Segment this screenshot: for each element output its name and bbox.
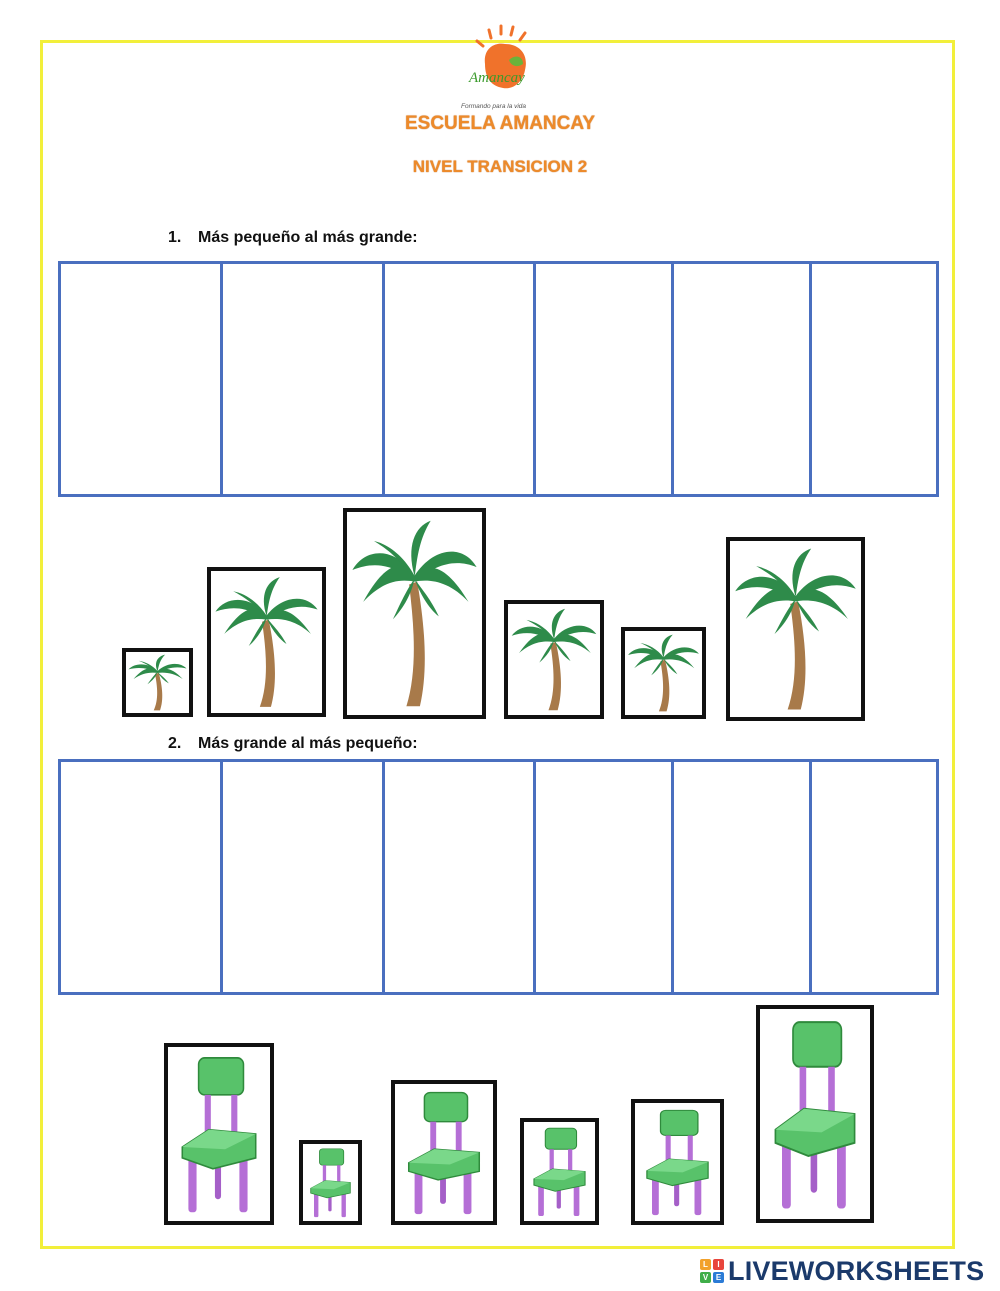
- chair-icon: [395, 1084, 493, 1221]
- drop-slot-2[interactable]: [223, 762, 385, 992]
- drop-slot-1[interactable]: [61, 264, 223, 494]
- drop-slot-4[interactable]: [536, 762, 674, 992]
- chair-icon: [524, 1122, 595, 1221]
- brand-text: LIVEWORKSHEETS: [728, 1255, 985, 1286]
- drop-slot-6[interactable]: [812, 264, 936, 494]
- palm-tree-card-2[interactable]: [207, 567, 326, 717]
- question-1-text: Más pequeño al más grande:: [198, 229, 418, 246]
- drop-slot-3[interactable]: [385, 264, 536, 494]
- question-1-number: 1.: [168, 229, 182, 246]
- drop-slot-5[interactable]: [674, 264, 812, 494]
- brand-blocks-icon: [700, 1259, 724, 1283]
- chair-card-4[interactable]: [520, 1118, 599, 1225]
- palm-tree-icon: [730, 541, 861, 717]
- brand-block-l: L: [700, 1259, 711, 1270]
- school-name: ESCUELA AMANCAY: [404, 113, 596, 134]
- chair-icon: [303, 1144, 358, 1221]
- palm-tree-icon: [347, 512, 482, 715]
- chair-card-3[interactable]: [391, 1080, 497, 1225]
- palm-tree-icon: [211, 571, 322, 713]
- brand-block-v: V: [700, 1272, 711, 1283]
- palm-tree-icon: [625, 631, 702, 715]
- drop-slot-3[interactable]: [385, 762, 536, 992]
- chair-card-6[interactable]: [756, 1005, 874, 1223]
- palm-tree-card-4[interactable]: [504, 600, 604, 719]
- palm-tree-card-6[interactable]: [726, 537, 865, 721]
- logo-tagline: Formando para la vida: [461, 103, 527, 110]
- answer-grid-2: [58, 759, 939, 995]
- answer-grid-1: [58, 261, 939, 497]
- drop-slot-1[interactable]: [61, 762, 223, 992]
- drop-slot-6[interactable]: [812, 762, 936, 992]
- palm-tree-card-1[interactable]: [122, 648, 193, 717]
- question-2-text: Más grande al más pequeño:: [198, 735, 418, 752]
- brand-block-i: I: [713, 1259, 724, 1270]
- chair-icon: [760, 1009, 870, 1219]
- logo-wordmark: Amancay: [469, 70, 525, 86]
- palm-tree-card-5[interactable]: [621, 627, 706, 719]
- chair-card-2[interactable]: [299, 1140, 362, 1225]
- chair-card-1[interactable]: [164, 1043, 274, 1225]
- level-title: NIVEL TRANSICION 2: [412, 157, 588, 176]
- question-2: [168, 735, 418, 753]
- chair-icon: [168, 1047, 270, 1221]
- question-2-number: 2.: [168, 735, 182, 752]
- palm-tree-icon: [508, 604, 600, 715]
- school-logo: [455, 24, 555, 114]
- drop-slot-5[interactable]: [674, 762, 812, 992]
- question-1: [168, 229, 418, 247]
- palm-tree-card-3[interactable]: [343, 508, 486, 719]
- liveworksheets-brand: [700, 1254, 984, 1288]
- brand-block-e: E: [713, 1272, 724, 1283]
- drop-slot-2[interactable]: [223, 264, 385, 494]
- hand-logo-icon: [455, 24, 555, 114]
- chair-card-5[interactable]: [631, 1099, 724, 1225]
- drop-slot-4[interactable]: [536, 264, 674, 494]
- chair-icon: [635, 1103, 720, 1221]
- palm-tree-icon: [126, 652, 189, 713]
